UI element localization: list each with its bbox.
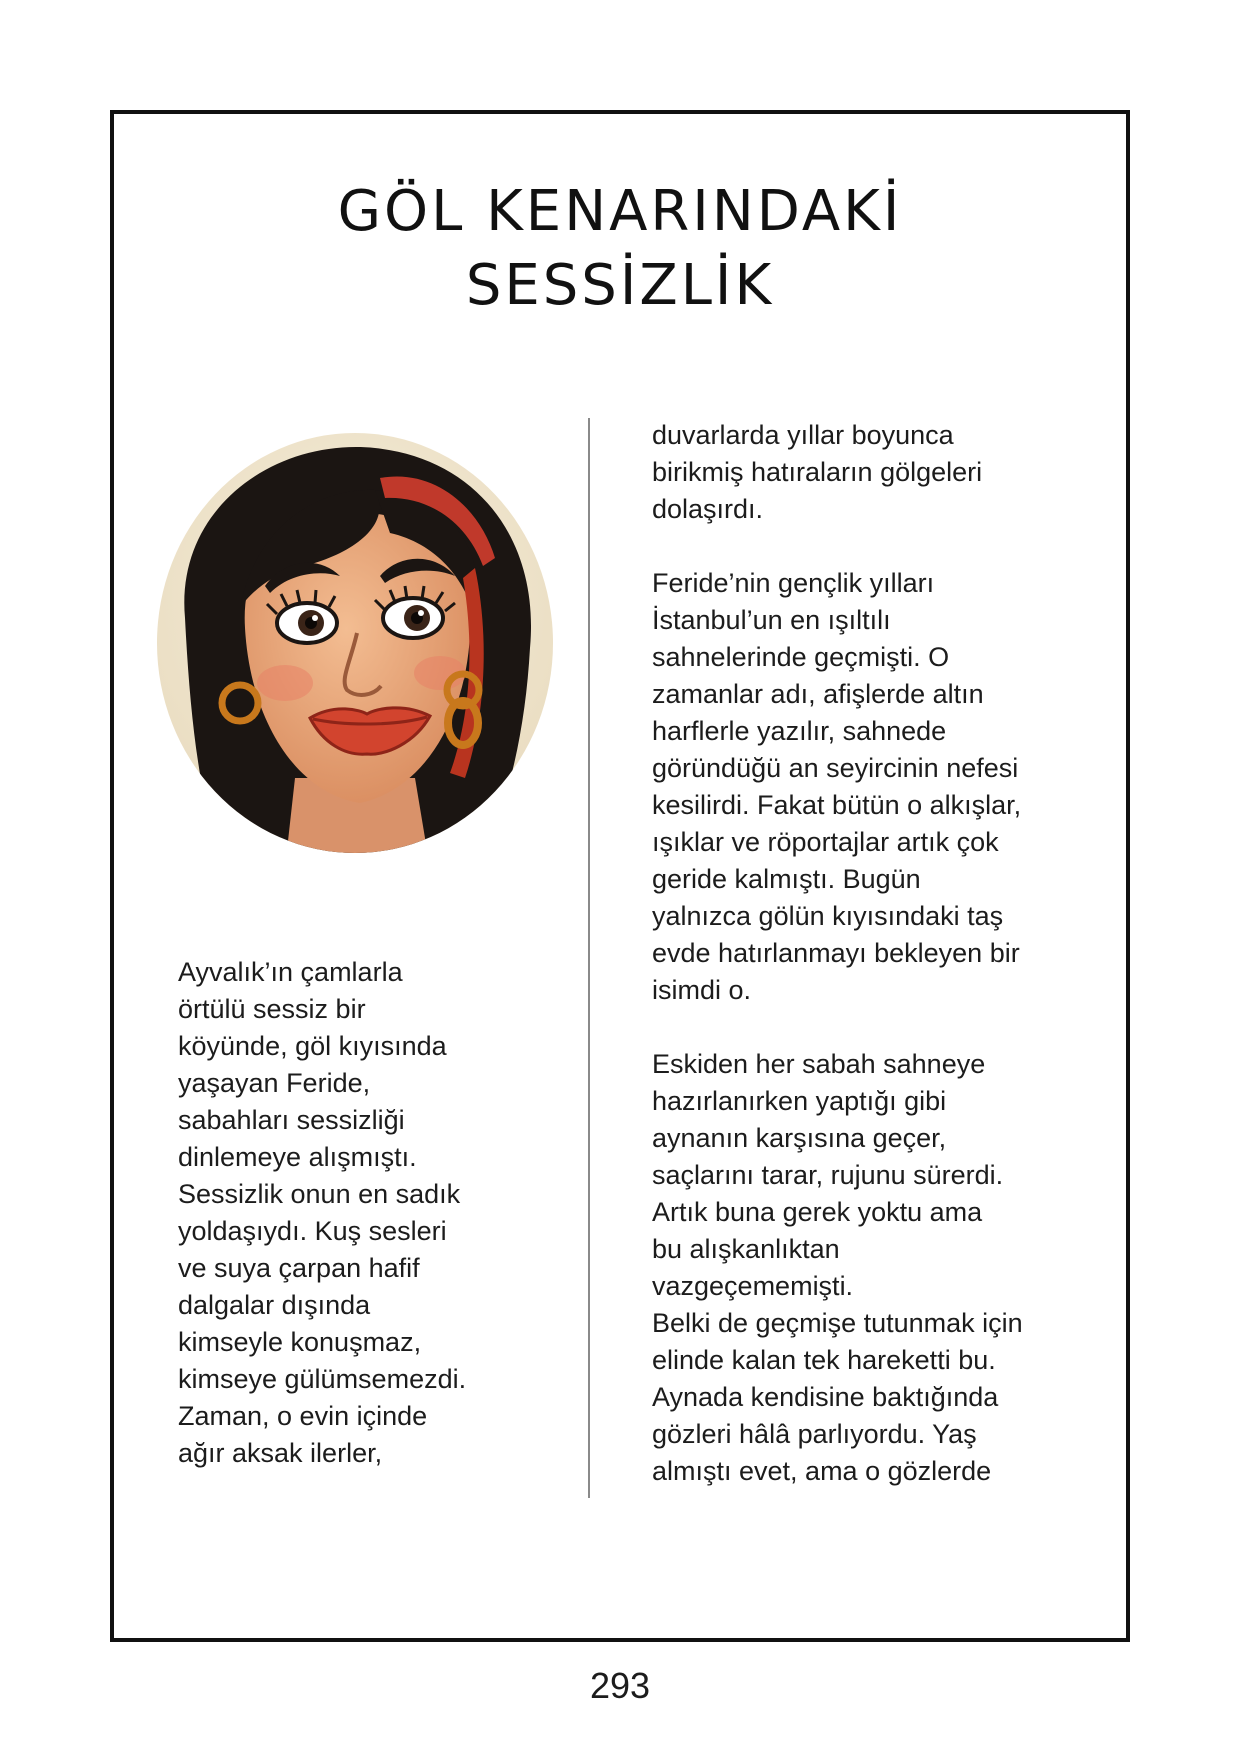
right-column (652, 417, 1092, 1527)
page-title (110, 175, 1130, 323)
page-title-line-2: SESSİZLİK (465, 253, 775, 318)
right-column-paragraph-1: duvarlarda yıllar boyunca birikmiş hatıraların gölgeleri dolaşırdı. (652, 420, 983, 524)
page-number: 293 (589, 1665, 651, 1706)
woman-caricature-portrait-icon (145, 418, 565, 868)
page-title-line-1: GÖL KENARINDAKİ (337, 179, 903, 244)
column-divider (588, 418, 590, 1498)
right-column-paragraph-3: Eskiden her sabah sahneye hazırlanırken yaptığı gibi aynanın karşısına geçer, saçlarını tarar, rujunu sürerdi. Artık buna gerek yoktu ama bu alışkanlıktan vazgeçememişti. Belki de geçmişe tutunmak için elinde kalan tek hareketti bu. Aynada kendisine baktığında gözleri hâlâ parlıyordu. Yaş almıştı evet, ama o gözlerde (652, 1049, 1023, 1486)
left-column-paragraph: Ayvalık’ın çamlarla örtülü sessiz bir köyünde, göl kıyısında yaşayan Feride, sabahları sessizliği dinlemeye alışmıştı. Sessizlik onun en sadık yoldaşıydı. Kuş sesleri ve suya çarpan hafif dalgalar dışında kimseyle konuşmaz, kimseye gülümsemezdi. Zaman, o evin içinde ağır aksak ilerler, (178, 957, 467, 1468)
right-column-paragraph-2: Feride’nin gençlik yılları İstanbul’un en ışıltılı sahnelerinde geçmişti. O zamanlar adı, afişlerde altın harflerle yazılır, sahnede göründüğü an seyircinin nefesi kesilirdi. Fakat bütün o alkışlar, ışıklar ve röportajlar artık çok geride kalmıştı. Bugün yalnızca gölün kıyısındaki taş evde hatırlanmayı bekleyen bir isimdi o. (652, 568, 1022, 1005)
left-column (178, 954, 558, 1509)
